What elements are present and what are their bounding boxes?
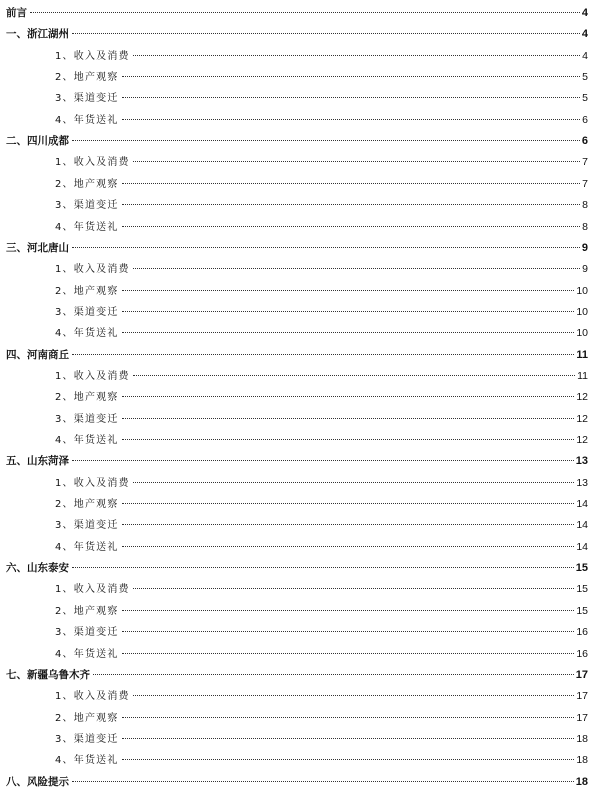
dot-leader (72, 247, 580, 248)
toc-entry-title: 一、浙江湖州 (6, 28, 69, 41)
toc-entry-page: 18 (575, 775, 588, 788)
toc-entry-page: 12 (576, 434, 588, 446)
toc-entry-title: 4、年货送礼 (55, 648, 119, 660)
toc-entry-title: 4、年货送礼 (55, 114, 119, 126)
dot-leader (72, 33, 580, 34)
dot-leader (93, 674, 574, 675)
toc-entry-title: 八、风险提示 (6, 775, 69, 788)
dot-leader (122, 717, 575, 718)
toc-entry-title: 2、地产观察 (55, 178, 119, 190)
toc-entry-page: 12 (576, 412, 588, 425)
dot-leader (133, 268, 580, 269)
toc-entry-title: 2、地产观察 (55, 72, 119, 84)
toc-subsection[interactable] (55, 154, 588, 170)
dot-leader (122, 290, 575, 291)
toc-entry-page: 8 (582, 220, 588, 233)
toc-entry-page: 15 (576, 583, 588, 596)
dot-leader (122, 524, 575, 525)
toc-entry-page: 7 (582, 177, 588, 190)
toc-subsection[interactable] (55, 539, 588, 555)
toc-section[interactable] (6, 774, 588, 790)
toc-entry-title: 4、年货送礼 (55, 221, 119, 233)
toc-entry-title: 3、渠道变迁 (55, 200, 119, 212)
toc-entry-title: 四、河南商丘 (6, 348, 69, 361)
dot-leader (122, 119, 581, 120)
dot-leader (122, 311, 575, 312)
dot-leader (122, 546, 575, 547)
toc-entry-page: 17 (576, 711, 588, 724)
toc-entry-page: 4 (582, 49, 588, 62)
toc-entry-page: 13 (575, 455, 588, 468)
toc-subsection[interactable] (55, 48, 588, 64)
toc-subsection[interactable] (55, 731, 588, 747)
toc-section[interactable] (6, 133, 588, 149)
dot-leader (72, 140, 580, 141)
toc-subsection[interactable] (55, 517, 588, 533)
toc-entry-page: 8 (582, 199, 588, 212)
toc-entry-page: 7 (582, 156, 588, 169)
dot-leader (122, 631, 575, 632)
toc-entry-title: 3、渠道变迁 (55, 520, 119, 532)
toc-section[interactable] (6, 347, 588, 363)
toc-subsection[interactable] (55, 581, 588, 597)
toc-entry-page: 18 (576, 732, 588, 745)
dot-leader (122, 418, 575, 419)
dot-leader (72, 567, 574, 568)
dot-leader (133, 161, 580, 162)
toc-entry-page: 6 (582, 113, 588, 126)
toc-subsection[interactable] (55, 603, 588, 619)
dot-leader (122, 653, 575, 654)
toc-entry-title: 2、地产观察 (55, 392, 119, 404)
dot-leader (122, 76, 581, 77)
dot-leader (122, 204, 581, 205)
toc-subsection[interactable] (55, 283, 588, 299)
dot-leader (30, 12, 580, 13)
toc-entry-page: 14 (576, 540, 588, 553)
dot-leader (122, 439, 575, 440)
toc-entry-title: 1、收入及消费 (55, 50, 130, 62)
toc-entry-page: 13 (576, 476, 588, 489)
toc-entry-title: 七、新疆乌鲁木齐 (6, 668, 90, 681)
dot-leader (122, 396, 575, 397)
toc-subsection[interactable] (55, 411, 588, 427)
toc-entry-title: 3、渠道变迁 (55, 413, 119, 425)
toc-entry-title: 2、地产观察 (55, 605, 119, 617)
dot-leader (122, 759, 575, 760)
toc-entry-title: 1、收入及消费 (55, 691, 130, 703)
toc-entry-title: 4、年货送礼 (55, 328, 119, 340)
toc-entry-page: 12 (576, 391, 588, 404)
toc-entry-title: 2、地产观察 (55, 499, 119, 511)
toc-entry-title: 3、渠道变迁 (55, 306, 119, 318)
toc-entry-title: 3、渠道变迁 (55, 733, 119, 745)
dot-leader (72, 354, 574, 355)
toc-subsection[interactable] (55, 219, 588, 235)
toc-entry-title: 1、收入及消费 (55, 477, 130, 489)
toc-entry-page: 9 (582, 263, 588, 276)
toc-section[interactable] (6, 560, 588, 576)
toc-entry-page: 5 (582, 71, 588, 84)
dot-leader (133, 482, 575, 483)
toc-subsection[interactable] (55, 688, 588, 704)
dot-leader (122, 738, 575, 739)
toc-subsection[interactable] (55, 496, 588, 512)
toc-subsection[interactable] (55, 475, 588, 491)
toc-subsection[interactable] (55, 624, 588, 640)
toc-entry-title: 1、收入及消费 (55, 264, 130, 276)
toc-section[interactable] (6, 667, 588, 683)
toc-entry-page: 14 (576, 498, 588, 511)
toc-entry-page: 4 (581, 28, 588, 41)
dot-leader (133, 588, 575, 589)
toc-entry-title: 3、渠道变迁 (55, 93, 119, 105)
toc-entry-title: 五、山东菏泽 (6, 455, 69, 468)
toc-subsection[interactable] (55, 710, 588, 726)
toc-section[interactable] (6, 26, 588, 42)
toc-entry-page: 10 (576, 327, 588, 340)
toc-entry-page: 18 (576, 754, 588, 767)
dot-leader (72, 781, 574, 782)
toc-entry-title: 1、收入及消费 (55, 584, 130, 596)
toc-entry-page: 10 (576, 284, 588, 297)
toc-subsection[interactable] (55, 261, 588, 277)
toc-entry-title: 二、四川成都 (6, 135, 69, 148)
toc-entry-page: 16 (576, 647, 588, 660)
dot-leader (122, 226, 581, 227)
toc-section[interactable] (6, 453, 588, 469)
toc-subsection[interactable] (55, 176, 588, 192)
toc-subsection[interactable] (55, 112, 588, 128)
toc-entry-page: 10 (576, 305, 588, 318)
dot-leader (122, 610, 575, 611)
toc-entry-page: 15 (576, 604, 588, 617)
toc-entry-title: 2、地产观察 (55, 285, 119, 297)
toc-subsection[interactable] (55, 368, 588, 384)
toc-subsection[interactable] (55, 90, 588, 106)
toc-entry-title: 1、收入及消费 (55, 370, 130, 382)
dot-leader (122, 503, 575, 504)
toc-entry-title: 1、收入及消费 (55, 157, 130, 169)
toc-subsection[interactable] (55, 325, 588, 341)
toc-entry-page: 11 (576, 348, 588, 361)
toc-entry-title: 4、年货送礼 (55, 755, 119, 767)
toc-entry-title: 2、地产观察 (55, 712, 119, 724)
toc-entry-preface[interactable] (6, 5, 588, 21)
toc-entry-title: 六、山东泰安 (6, 562, 69, 575)
toc-subsection[interactable] (55, 432, 588, 448)
toc-entry-page: 6 (581, 135, 588, 148)
toc-entry-page: 5 (582, 92, 588, 105)
toc-entry-page: 15 (575, 562, 588, 575)
toc-subsection[interactable] (55, 646, 588, 662)
dot-leader (133, 695, 575, 696)
toc-subsection[interactable] (55, 389, 588, 405)
toc-entry-page: 9 (581, 241, 588, 254)
toc-subsection[interactable] (55, 197, 588, 213)
dot-leader (133, 55, 580, 56)
toc-entry-title: 4、年货送礼 (55, 435, 119, 446)
dot-leader (72, 460, 574, 461)
toc-entry-page: 14 (576, 519, 588, 532)
toc-subsection[interactable] (55, 69, 588, 85)
toc-entry-page: 17 (575, 668, 588, 681)
toc-section[interactable] (6, 240, 588, 256)
toc-entry-title: 4、年货送礼 (55, 541, 119, 553)
toc-entry-title: 三、河北唐山 (6, 241, 69, 254)
toc-subsection[interactable] (55, 752, 588, 768)
toc-subsection[interactable] (55, 304, 588, 320)
toc-entry-title: 前言 (6, 7, 27, 19)
dot-leader (122, 183, 581, 184)
dot-leader (122, 332, 575, 333)
toc-entry-page: 11 (577, 369, 588, 382)
dot-leader (133, 375, 575, 376)
dot-leader (122, 97, 581, 98)
toc-entry-title: 3、渠道变迁 (55, 627, 119, 639)
toc-entry-page: 16 (576, 626, 588, 639)
toc-entry-page: 17 (576, 690, 588, 703)
toc-entry-page: 4 (581, 7, 588, 19)
